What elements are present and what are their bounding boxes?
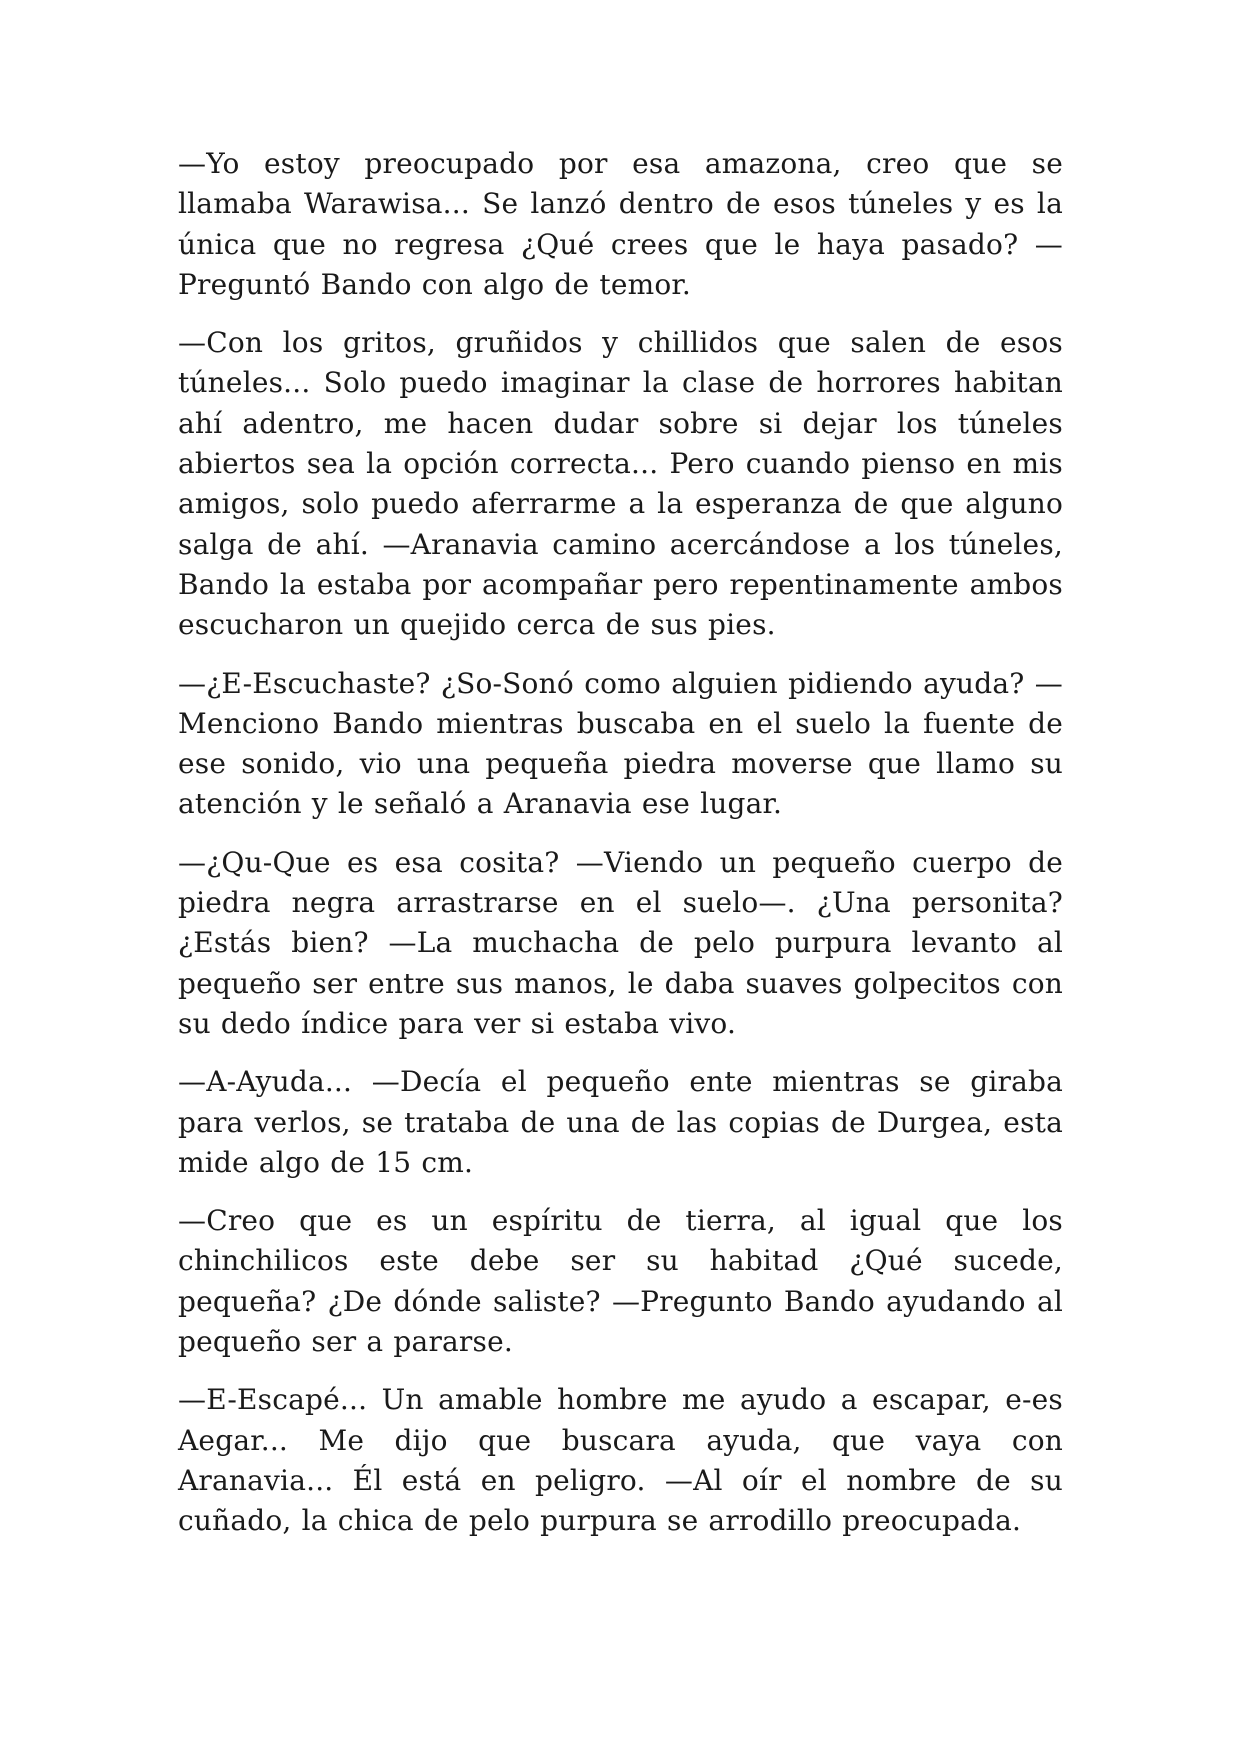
- paragraph: —¿Qu-Que es esa cosita? —Viendo un pequeño cuerpo de piedra negra arrastrarse en el suelo—. ¿Una personita? ¿Estás bien? —La muchacha de pelo purpura levanto al pequeño ser entre sus manos, le daba suaves golpecitos con su dedo índice para ver si estaba vivo.: [178, 845, 1063, 1040]
- paragraph: —¿E-Escuchaste? ¿So-Sonó como alguien pidiendo ayuda? —Menciono Bando mientras buscaba en el suelo la fuente de ese sonido, vio una pequeña piedra moverse que llamo su atención y le señaló a Aranavia ese lugar.: [178, 666, 1063, 821]
- document-page: [178, 144, 1063, 1560]
- paragraph: —Con los gritos, gruñidos y chillidos que salen de esos túneles... Solo puedo imaginar la clase de horrores habitan ahí adentro, me hacen dudar sobre si dejar los túneles abiertos sea la opción correcta... Pero cuando pienso en mis amigos, solo puedo aferrarme a la esperanza de que alguno salga de ahí. —Aranavia camino acercándose a los túneles, Bando la estaba por acompañar pero repentinamente ambos escucharon un quejido cerca de sus pies.: [178, 326, 1063, 642]
- paragraph: —E-Escapé... Un amable hombre me ayudo a escapar, e-es Aegar... Me dijo que buscara ayuda, que vaya con Aranavia... Él está en peligro. —Al oír el nombre de su cuñado, la chica de pelo purpura se arrodillo preocupada.: [178, 1383, 1063, 1538]
- paragraph: —Creo que es un espíritu de tierra, al igual que los chinchilicos este debe ser su habitad ¿Qué sucede, pequeña? ¿De dónde saliste? —Pregunto Bando ayudando al pequeño ser a pararse.: [178, 1204, 1063, 1359]
- paragraph: —A-Ayuda... —Decía el pequeño ente mientras se giraba para verlos, se trataba de una de las copias de Durgea, esta mide algo de 15 cm.: [178, 1065, 1063, 1179]
- paragraph: —Yo estoy preocupado por esa amazona, creo que se llamaba Warawisa... Se lanzó dentro de esos túneles y es la única que no regresa ¿Qué crees que le haya pasado? —Preguntó Bando con algo de temor.: [178, 147, 1063, 301]
